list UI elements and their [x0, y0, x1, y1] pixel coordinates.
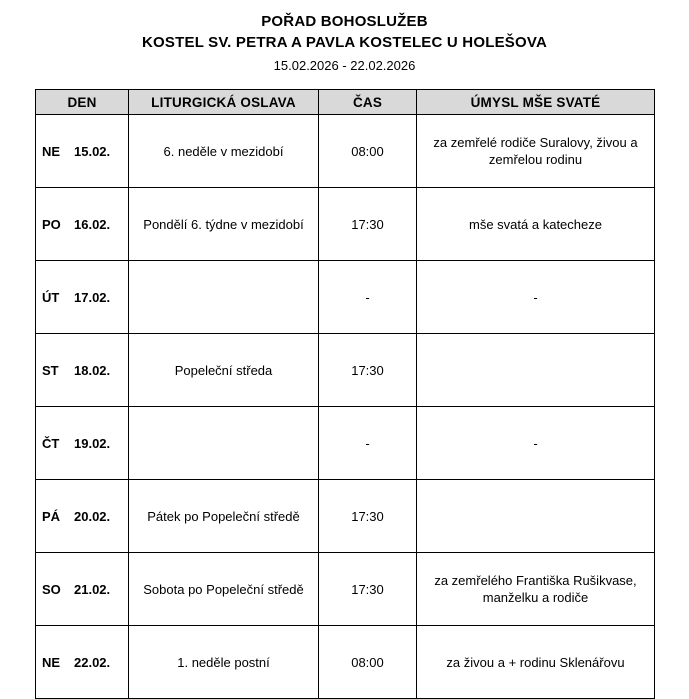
cell-time: 08:00 [319, 115, 417, 188]
cell-intention [417, 334, 655, 407]
cell-celebration: 6. neděle v mezidobí [129, 115, 319, 188]
date-range: 15.02.2026 - 22.02.2026 [273, 58, 416, 73]
cell-day [36, 261, 129, 334]
cell-day [36, 188, 129, 261]
cell-time: 17:30 [319, 188, 417, 261]
cell-day [36, 626, 129, 699]
cell-day [36, 407, 129, 480]
column-header-time: ČAS [319, 90, 417, 115]
day-date: 16.02. [74, 216, 111, 232]
cell-time: 17:30 [319, 553, 417, 626]
cell-celebration: Pátek po Popeleční středě [129, 480, 319, 553]
table-row [36, 334, 655, 407]
day-weekday: SO [42, 581, 61, 597]
day-date: 22.02. [74, 654, 111, 670]
cell-day [36, 115, 129, 188]
table-row [36, 480, 655, 553]
document-header [0, 0, 689, 75]
cell-intention: mše svatá a katecheze [417, 188, 655, 261]
table-header-row [36, 90, 655, 115]
cell-day [36, 480, 129, 553]
column-header-intention: ÚMYSL MŠE SVATÉ [417, 90, 655, 115]
table-row [36, 553, 655, 626]
day-weekday: ST [42, 362, 59, 378]
cell-day [36, 553, 129, 626]
cell-intention: za zemřelého Františka Rušikvase, manželku a rodiče [417, 553, 655, 626]
column-header-day: DEN [36, 90, 129, 115]
day-weekday: PÁ [42, 508, 61, 524]
cell-celebration [129, 407, 319, 480]
cell-day [36, 334, 129, 407]
day-date: 19.02. [74, 435, 111, 451]
table-row [36, 407, 655, 480]
day-date: 18.02. [74, 362, 111, 378]
schedule-table [35, 89, 655, 699]
day-weekday: NE [42, 143, 61, 159]
day-weekday: PO [42, 216, 61, 232]
table-row [36, 188, 655, 261]
cell-time: 17:30 [319, 480, 417, 553]
cell-intention: - [417, 261, 655, 334]
cell-intention [417, 480, 655, 553]
table-row [36, 261, 655, 334]
church-name: KOSTEL SV. PETRA A PAVLA KOSTELEC U HOLEŠOVA [142, 34, 547, 51]
cell-celebration: Popeleční středa [129, 334, 319, 407]
cell-celebration: Sobota po Popeleční středě [129, 553, 319, 626]
table-body [36, 115, 655, 699]
cell-celebration: Pondělí 6. týdne v mezidobí [129, 188, 319, 261]
cell-intention: za zemřelé rodiče Suralovy, živou a zemřelou rodinu [417, 115, 655, 188]
table-header [36, 90, 655, 115]
cell-time: 17:30 [319, 334, 417, 407]
day-date: 15.02. [74, 143, 111, 159]
cell-time: - [319, 261, 417, 334]
column-header-celebration: LITURGICKÁ OSLAVA [129, 90, 319, 115]
cell-celebration: 1. neděle postní [129, 626, 319, 699]
cell-time: - [319, 407, 417, 480]
day-weekday: NE [42, 654, 61, 670]
cell-celebration [129, 261, 319, 334]
cell-time: 08:00 [319, 626, 417, 699]
day-date: 17.02. [74, 289, 111, 305]
day-date: 21.02. [74, 581, 111, 597]
day-date: 20.02. [74, 508, 111, 524]
schedule-table-wrapper [35, 89, 654, 699]
page-title: POŘAD BOHOSLUŽEB [261, 13, 428, 30]
table-row [36, 115, 655, 188]
table-row [36, 626, 655, 699]
cell-intention: - [417, 407, 655, 480]
day-weekday: ÚT [42, 289, 60, 305]
cell-intention: za živou a + rodinu Sklenářovu [417, 626, 655, 699]
day-weekday: ČT [42, 435, 60, 451]
